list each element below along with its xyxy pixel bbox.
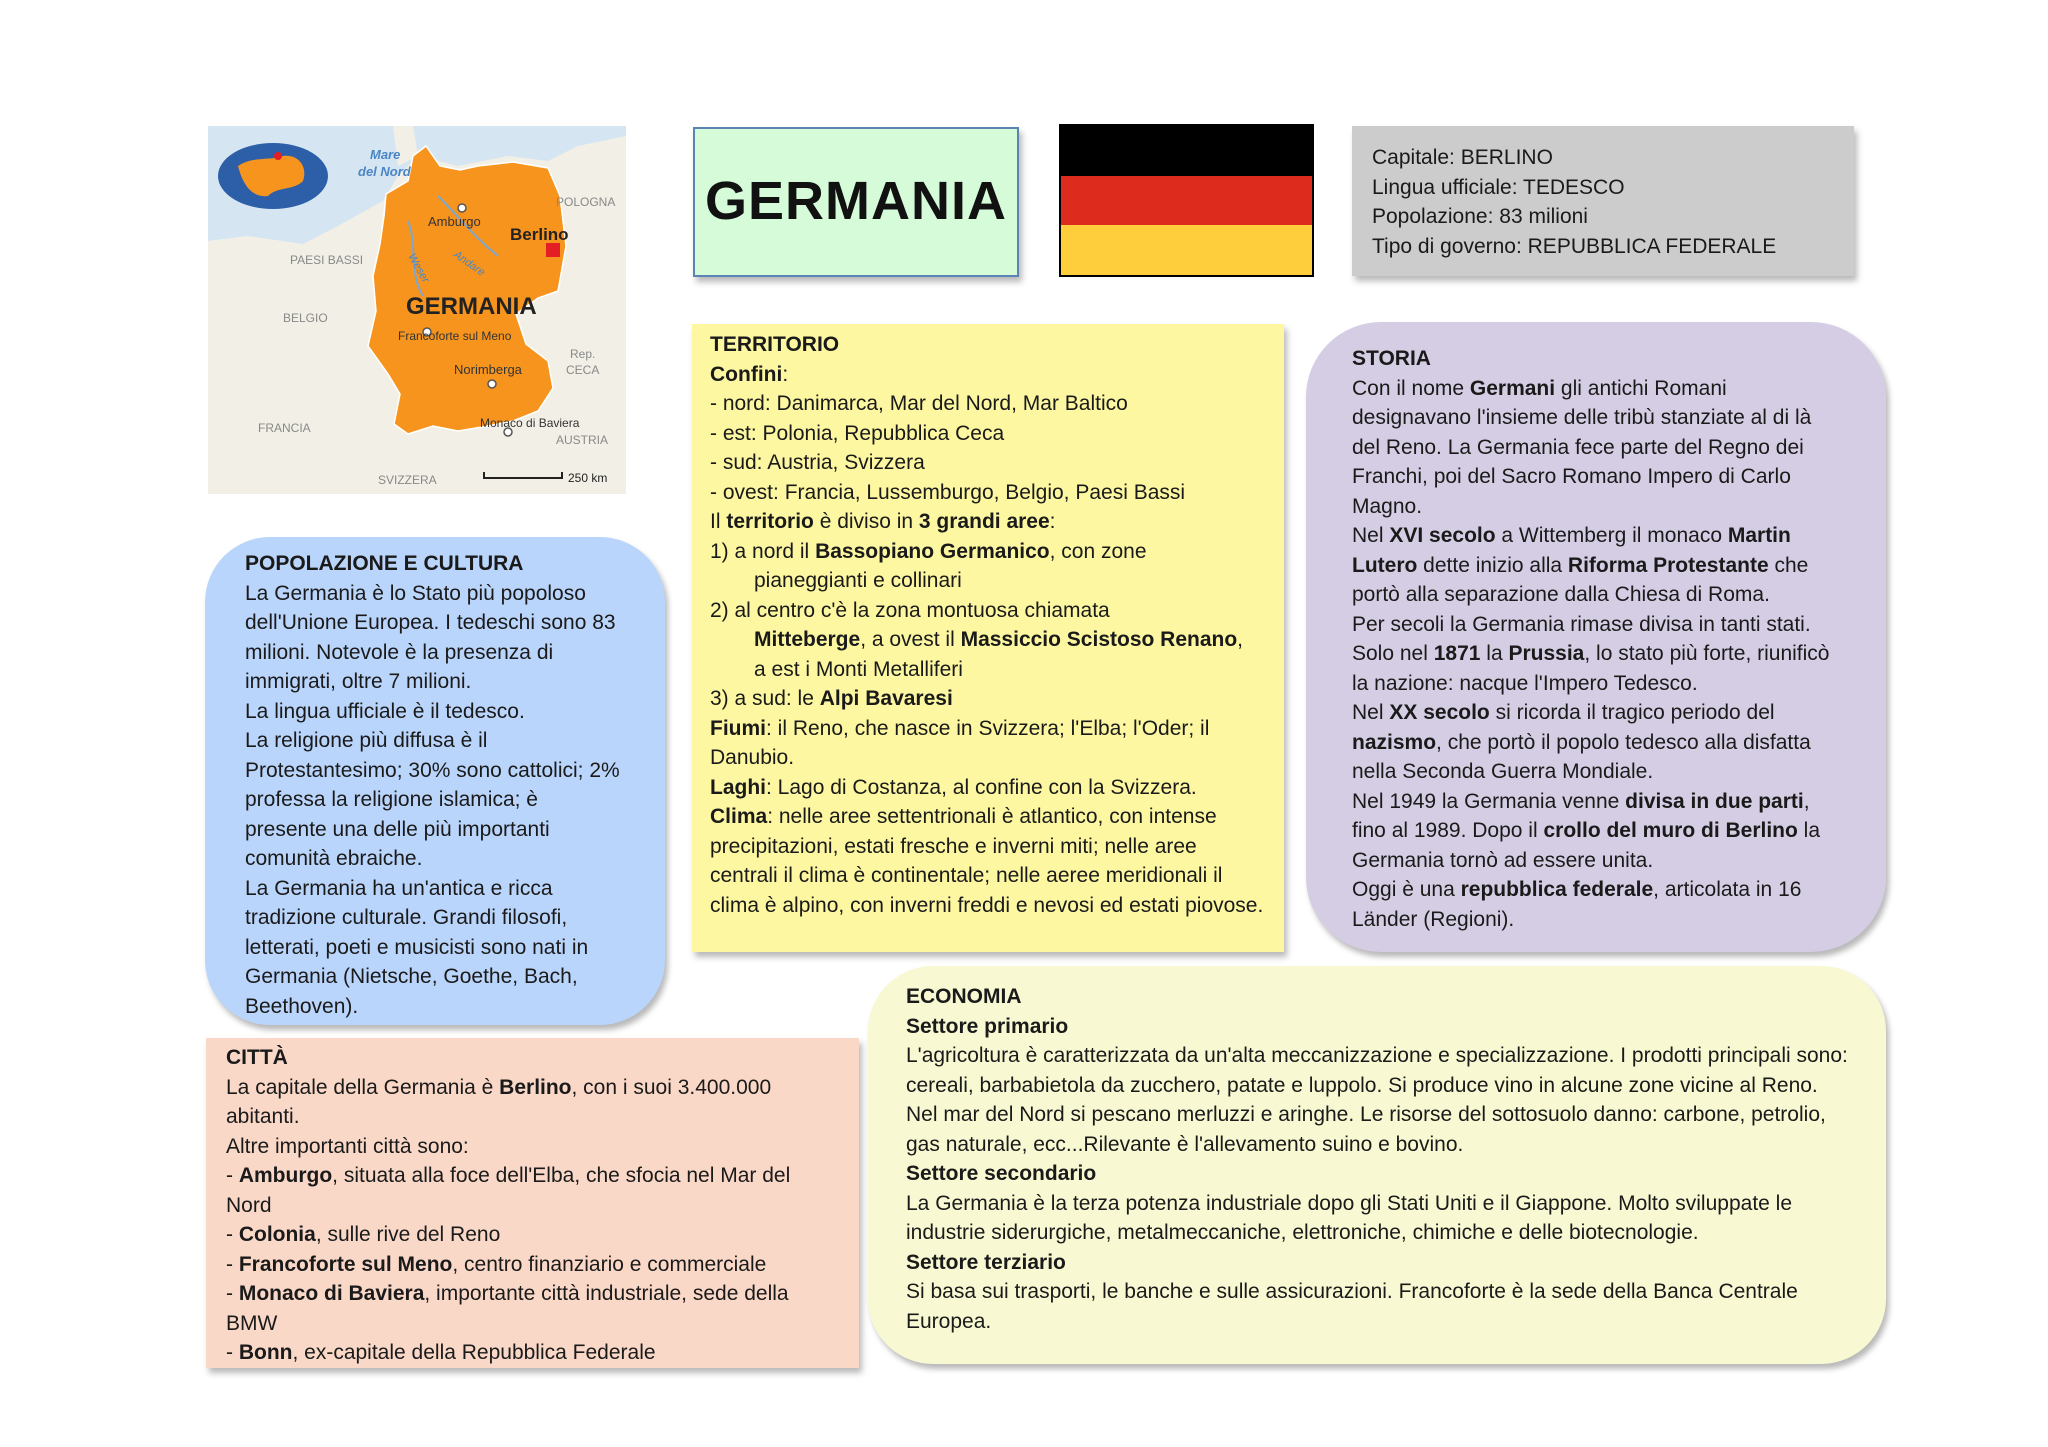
globe-marker [274,152,282,160]
sea-label-2: del Nord [358,164,411,179]
fact-popolazione: Popolazione: 83 milioni [1372,205,1588,228]
storia-box [1306,322,1886,952]
clima-line: Clima: nelle aree settentrionali è atlantico, con intense precipitazioni, estati fresche e inverni miti; nelle aree centrali il clima è continentale; nelle aeree meridionali il clima è alpino, con inverni freddi e nevosi ed estati piovose. [710,805,1264,917]
settore-terziario-heading: Settore terziario [906,1250,1066,1274]
citta-colonia: - Colonia, sulle rive del Reno [226,1223,501,1246]
polonia-label: POLOGNA [556,195,616,209]
map-svg [208,126,626,494]
citta-heading: CITTÀ [226,1046,288,1069]
amburgo-dot [458,204,466,212]
sea-label-1: Mare [370,147,401,162]
popolazione-p4: La Germania ha un'antica e ricca tradizione culturale. Grandi filosofi, letterati, poeti e musicisti sono nati in Germania (Nietsche, Goethe, Bach, Beethoven). [245,876,589,1018]
territorio-heading: TERRITORIO [710,333,840,356]
popolazione-p3: La religione più diffusa è il Protestantesimo; 30% sono cattolici; 2% professa la religione islamica; è presente una delle più importanti comunità ebraiche. [245,729,620,870]
area-2-cont: Mitteberge, a ovest il Massiccio Scistoso Renano, [754,628,1244,651]
paesi-bassi-label: PAESI BASSI [290,253,364,267]
popolazione-p1: La Germania è lo Stato più popoloso dell'Unione Europea. I tedeschi sono 83 milioni. Notevole è la presenza di immigrati, oltre 7 milioni. [245,581,616,693]
francia-label: FRANCIA [258,421,311,435]
ceca-label: CECA [566,363,600,377]
amburgo-label: Amburgo [428,214,481,229]
storia-p1: Con il nome Germani gli antichi Romani designavano l'insieme delle tribù stanziate al di là del Reno. La Germania fece parte del Regno dei Franchi, poi del Sacro Romano Impero di Carlo Magno. [1352,376,1812,518]
popolazione-p2: La lingua ufficiale è il tedesco. [245,699,525,723]
norimberga-dot [488,380,496,388]
belgio-label: BELGIO [283,311,328,325]
citta-box [206,1038,859,1368]
storia-p2: Nel XVI secolo a Wittemberg il monaco Martin Lutero dette inizio alla Riforma Protestante che portò alla separazione dalla Chiesa di Roma. [1352,524,1809,606]
svizzera-label: SVIZZERA [378,473,437,487]
weser-label: Weser [405,251,432,285]
settore-terziario-text: Si basa sui trasporti, le banche e sulle assicurazioni. Francoforte è la sede della Banca Centrale Europea. [906,1280,1798,1333]
scale-label: 250 km [568,471,608,485]
germany-map [208,126,626,494]
berlino-square [546,243,560,257]
settore-secondario-text: La Germania è la terza potenza industriale dopo gli Stati Uniti e il Giappone. Molto sviluppate le industrie siderurgiche, metalmeccaniche, elettroniche, chimiche e delle biotecnologie. [906,1191,1793,1244]
fact-capitale: Capitale: BERLINO [1372,146,1553,169]
citta-p1: La capitale della Germania è Berlino, con i suoi 3.400.000 abitanti. [226,1075,772,1128]
territorio-divisione: Il territorio è diviso in 3 grandi aree: [710,510,1056,533]
citta-monaco: - Monaco di Baviera, importante città industriale, sede della BMW [226,1282,789,1335]
flag-stripe-black [1061,126,1312,176]
settore-secondario-heading: Settore secondario [906,1162,1097,1185]
area-1: 1) a nord il Bassopiano Germanico, con zone [710,539,1147,563]
confini-sud: - sud: Austria, Svizzera [710,451,925,474]
page-title: GERMANIA [705,171,1007,232]
german-flag [1059,124,1314,277]
germania-map-label: GERMANIA [406,293,537,320]
economia-heading: ECONOMIA [906,985,1022,1008]
andare-label: Andare [451,248,488,279]
storia-p4: Nel XX secolo si ricorda il tragico periodo del nazismo, che portò il popolo tedesco alla disfatta nella Seconda Guerra Mondiale. [1352,701,1811,783]
storia-p5: Nel 1949 la Germania venne divisa in due parti, fino al 1989. Dopo il crollo del muro di Berlino la Germania tornò ad essere unita. [1352,789,1821,872]
francoforte-label: Francoforte sul Meno [398,329,512,343]
popolazione-box [205,537,665,1025]
monaco-label: Monaco di Baviera [480,416,580,430]
germany-shape [368,146,566,434]
storia-p3: Per secoli la Germania rimase divisa in tanti stati. Solo nel 1871 la Prussia, lo stato più forte, riunificò la nazione: nacque l'Impero Tedesco. [1352,612,1830,695]
storia-p6: Oggi è una repubblica federale, articolata in 16 Länder (Regioni). [1352,878,1802,931]
confini-ovest: - ovest: Francia, Lussemburgo, Belgio, Paesi Bassi [710,480,1186,504]
confini-est: - est: Polonia, Repubblica Ceca [710,421,1005,445]
settore-primario-heading: Settore primario [906,1014,1069,1038]
economia-box [868,966,1886,1364]
area-2-end: a est i Monti Metalliferi [754,657,963,681]
austria-label: AUSTRIA [556,433,609,447]
area-3: 3) a sud: le Alpi Bavaresi [710,687,953,710]
citta-bonn: - Bonn, ex-capitale della Repubblica Federale [226,1341,656,1364]
laghi-line: Laghi: Lago di Costanza, al confine con la Svizzera. [710,775,1197,799]
facts-box [1352,126,1854,276]
area-2: 2) al centro c'è la zona montuosa chiamata [710,598,1110,622]
settore-primario-text: L'agricoltura è caratterizzata da un'alta meccanizzazione e specializzazione. I prodotti principali sono: cereali, barbabietola da zucchero, patate e luppolo. Si produce vino in alcune zone vicine al Reno. Nel mar del Nord si pescano merluzzi e aringhe. Le risorse del sottosuolo danno: carbone, petrolio, gas naturale, ecc...Rilevante è l'allevamento suino e bovino. [906,1044,1848,1156]
fact-governo: Tipo di governo: REPUBBLICA FEDERALE [1372,234,1777,258]
title-box [693,127,1019,277]
citta-p2: Altre importanti città sono: [226,1134,469,1158]
storia-heading: STORIA [1352,347,1431,370]
territorio-box [692,324,1284,952]
norimberga-label: Norimberga [454,362,522,377]
confini-line: Confini: [710,362,789,386]
citta-francoforte: - Francoforte sul Meno, centro finanziario e commerciale [226,1252,767,1276]
fact-lingua: Lingua ufficiale: TEDESCO [1372,175,1625,199]
flag-stripe-red [1061,176,1312,226]
area-1-cont: pianeggianti e collinari [754,569,962,592]
fiumi-line: Fiumi: il Reno, che nasce in Svizzera; l'Elba; l'Oder; il Danubio. [710,716,1210,769]
popolazione-heading: POPOLAZIONE E CULTURA [245,552,524,575]
confini-nord: - nord: Danimarca, Mar del Nord, Mar Baltico [710,392,1128,415]
citta-amburgo: - Amburgo, situata alla foce dell'Elba, che sfocia nel Mar del Nord [226,1164,791,1217]
berlino-label: Berlino [510,225,569,244]
rep-label: Rep. [570,347,596,361]
flag-stripe-gold [1061,225,1312,275]
